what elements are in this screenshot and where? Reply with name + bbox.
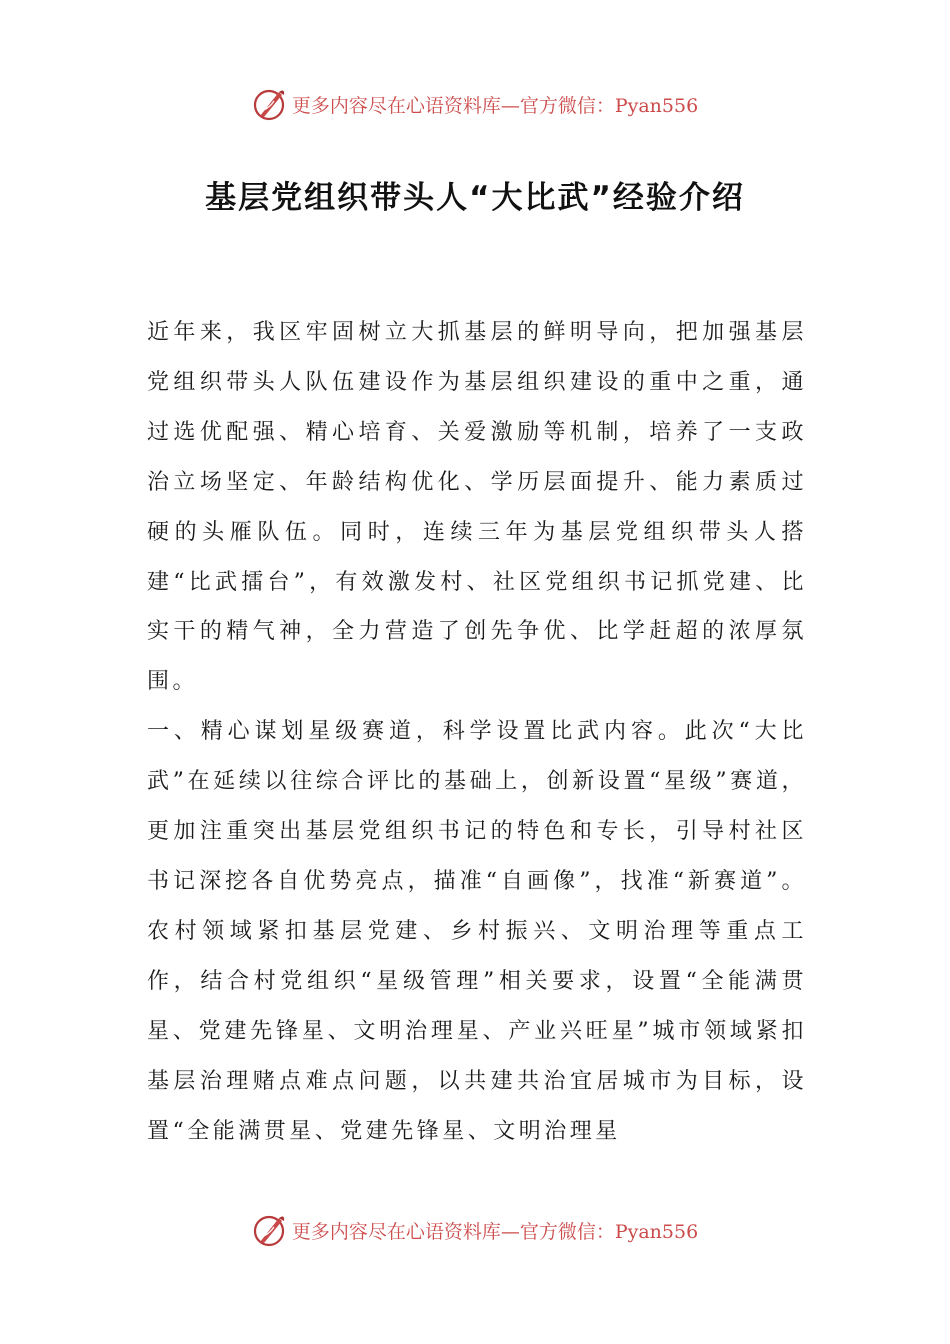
watermark-text: 更多内容尽在心语资料库—官方微信：Pyan556	[291, 94, 699, 117]
paragraph-section-1: 一、精心谋划星级赛道，科学设置比武内容。此次“大比武”在延续以往综合评比的基础上，创新设置“星级”赛道，更加注重突出基层党组织书记的特色和专长，引导村社区书记深挖各自优势亮点，描准“自画像”，找准“新赛道”。农村领域紧扣基层党建、乡村振兴、文明治理等重点工作，结合村党组织“星级管理”相关要求，设置“全能满贯星、党建先锋星、文明治理星、产业兴旺星”城市领域紧扣基层治理赌点难点问题，以共建共治宜居城市为目标，设置“全能满贯星、党建先锋星、文明治理星	[147, 719, 807, 1144]
paragraph-intro: 近年来，我区牢固树立大抓基层的鲜明导向，把加强基层党组织带头人队伍建设作为基层组织建设的重中之重，通过选优配强、精心培育、关爱激励等机制，培养了一支政治立场坚定、年龄结构优化、学历层面提升、能力素质过硬的头雁队伍。同时，连续三年为基层党组织带头人搭建“比武擂台”，有效激发村、社区党组织书记抓党建、比实干的精气神，全力营造了创先争优、比学赶超的浓厚氛围。	[147, 320, 807, 695]
quill-logo-icon	[252, 1212, 288, 1248]
quill-logo-icon	[252, 86, 288, 122]
document-title: 基层党组织带头人“大比武”经验介绍	[205, 180, 745, 216]
watermark-text: 更多内容尽在心语资料库—官方微信：Pyan556	[291, 1220, 699, 1243]
watermark-banner-bottom	[0, 1210, 950, 1250]
document-body	[147, 308, 807, 1156]
watermark-banner-top	[0, 84, 950, 124]
